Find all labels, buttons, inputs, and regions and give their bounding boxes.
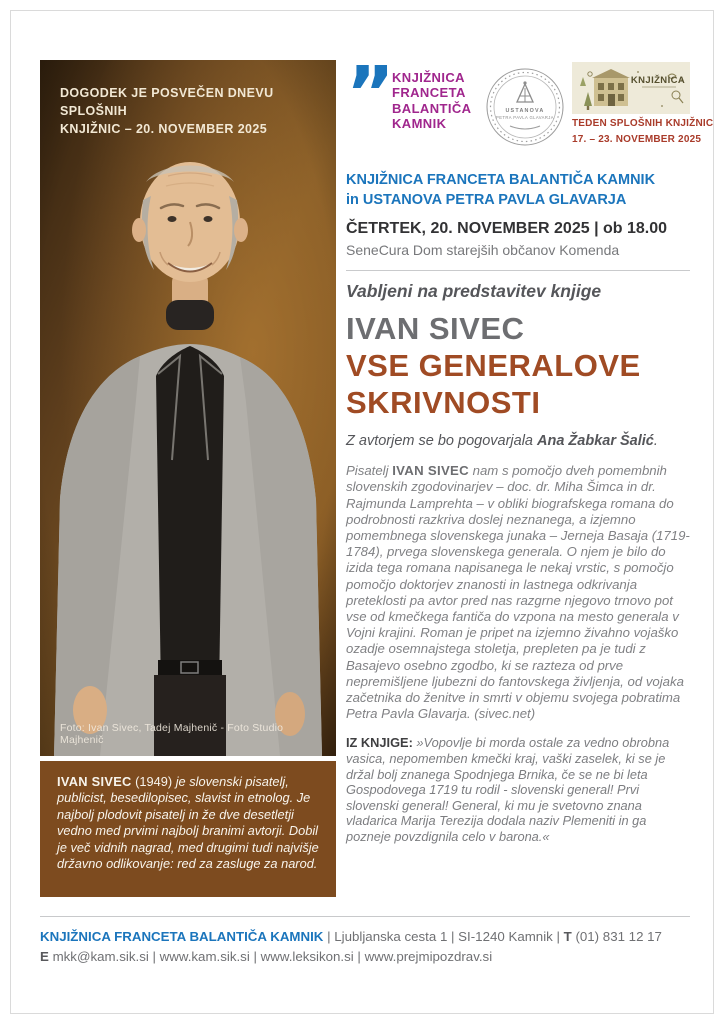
footer-line-1	[40, 927, 690, 947]
author-bio-box	[40, 761, 336, 897]
logo-row	[346, 51, 714, 158]
book-author-title: IVAN SIVEC	[346, 310, 525, 346]
book-excerpt-paragraph	[346, 735, 690, 844]
description-text: nam s pomočjo dveh pomembnih slovenskih zgodovinarjev – doc. dr. Miha Šimca in dr. Rajmunda Lamprehta – v obliki biografskega romana do podrobnosti razkriva doslej neznanega, a izjemno pomembnega slovenskega junaka – Jerneja Basaja (1719-1784), prvega slovenskega generala. O njem je bilo do izida tega romana napisanega le nekaj vrstic, s pomočjo pomočjo doktorjev znanosti in lastnega odkrivanja preteklosti pa avtor pred nas razgrne njegovo trnovo pot vse od kmečkega fantiča do vzpona na mesto generala v Vojni krajini. Roman je pripet na izjemno živahno vojaško ozadje osemnajstega stoletja, prepleten pa je tudi z Basajevo osebno zgodbo, ki se razteza od prve nepremišljene ljubezni do fantovskega življenja, od vojaka začetnika do ženitve in smrti v objemu svojega pobratima Petra Pavla Glavarja. (sivec.net)	[346, 463, 690, 722]
libraries-week-illustration-label: KNJIŽNICA	[630, 75, 686, 86]
event-venue: SeneCura Dom starejših občanov Komenda	[346, 241, 620, 258]
footer-email-and-websites: mkk@kam.sik.si | www.kam.sik.si | www.leksikon.si | www.prejmipozdrav.si	[48, 948, 493, 964]
author-portrait-illustration	[40, 60, 336, 756]
footer-email-label: E	[40, 948, 49, 964]
libraries-week-logo	[572, 62, 714, 146]
organizer-line-1: KNJIŽNICA FRANCETA BALANTIČA KAMNIK	[346, 172, 656, 188]
excerpt-label: IZ KNJIGE:	[346, 735, 413, 751]
moderator-prefix: Z avtorjem se bo pogovarjala	[346, 433, 538, 450]
organizer-line-2: in USTANOVA PETRA PAVLA GLAVARJA	[346, 192, 627, 209]
seal-text-line-1: USTANOVA	[505, 108, 545, 114]
book-title-line-2: SKRIVNOSTI	[346, 384, 541, 420]
photo-credit-caption: Foto: Ivan Sivec, Tadej Majhenič - Foto Studio Majhenič	[60, 722, 284, 746]
divider-line	[346, 270, 690, 271]
library-logo-line: KAMNIK	[392, 115, 447, 131]
library-logo	[392, 70, 478, 131]
library-logo-line: FRANCETA	[392, 85, 466, 101]
quote-marks-icon: ”	[346, 51, 395, 137]
event-dedication-badge	[60, 84, 322, 138]
badge-line-1: DOGODEK JE POSVEČEN DNEVU SPLOŠNIH	[60, 86, 274, 119]
badge-line-2: KNJIŽNIC – 20. NOVEMBER 2025	[60, 122, 268, 137]
invitation-kicker: Vabljeni na predstavitev knjige	[346, 280, 602, 301]
organizers-block	[346, 170, 690, 211]
footer-phone-number: (01) 831 12 17	[571, 929, 662, 944]
footer-address: | Ljubljanska cesta 1 | SI-1240 Kamnik |	[323, 929, 564, 944]
moderator-line	[346, 433, 690, 449]
bio-birth-year: (1949)	[131, 774, 176, 789]
description-author-name: IVAN SIVEC	[392, 463, 469, 479]
footer-contact-bar	[40, 916, 690, 967]
excerpt-text: »Vopovlje bi morda ostale za vedno obrobna vasica, nepomemben kmečki kraj, vaški zaselek, ki se je držal bolj znanega Spodnjega Brnika, če se ne bi leta Gospodovega 1719 tu rodil - slovenski general! Prvi slovenski general! General, ki mu je svetovno znana vladarica Marija Terezija dodala naziv Plemeniti in ga pozneje povzdignila celo v barona.«	[346, 735, 670, 844]
event-datetime: ČETRTEK, 20. NOVEMBER 2025 | ob 18.00	[346, 219, 668, 237]
library-logo-line: KNJIŽNICA	[392, 70, 465, 85]
library-logo-line: BALANTIČA	[392, 100, 472, 116]
footer-library-name: KNJIŽNICA FRANCETA BALANTIČA KAMNIK	[40, 929, 324, 944]
bio-text: je slovenski pisatelj, publicist, besedilopisec, slavist in etnolog. Je najbolj plodovit pisatelj in že dve desetletji vedno med prvimi najbolj branimi avtorji. Dobil je več vidnih nagrad, med drugimi tudi najvišje državno odlikovanje: red za zasluge za narod.	[57, 774, 319, 871]
moderator-name: Ana Žabkar Šalić	[537, 433, 654, 450]
foundation-seal-icon	[480, 62, 570, 152]
moderator-suffix: .	[653, 433, 658, 450]
libraries-week-illustration	[572, 62, 690, 114]
libraries-week-dates: 17. – 23. NOVEMBER 2025	[572, 134, 702, 145]
libraries-week-title: TEDEN SPLOŠNIH KNJIŽNIC	[572, 118, 714, 129]
footer-line-2	[40, 947, 690, 967]
seal-text-line-2: PETRA PAVLA GLAVARJA	[496, 115, 554, 120]
footer-phone-label: T	[563, 929, 572, 944]
main-content-column	[346, 51, 714, 845]
book-title-line-1: VSE GENERALOVE	[346, 347, 641, 383]
description-prefix: Pisatelj	[346, 463, 393, 479]
author-photo	[40, 60, 336, 756]
bio-author-name: IVAN SIVEC	[57, 774, 132, 789]
book-description-paragraph	[346, 463, 690, 722]
